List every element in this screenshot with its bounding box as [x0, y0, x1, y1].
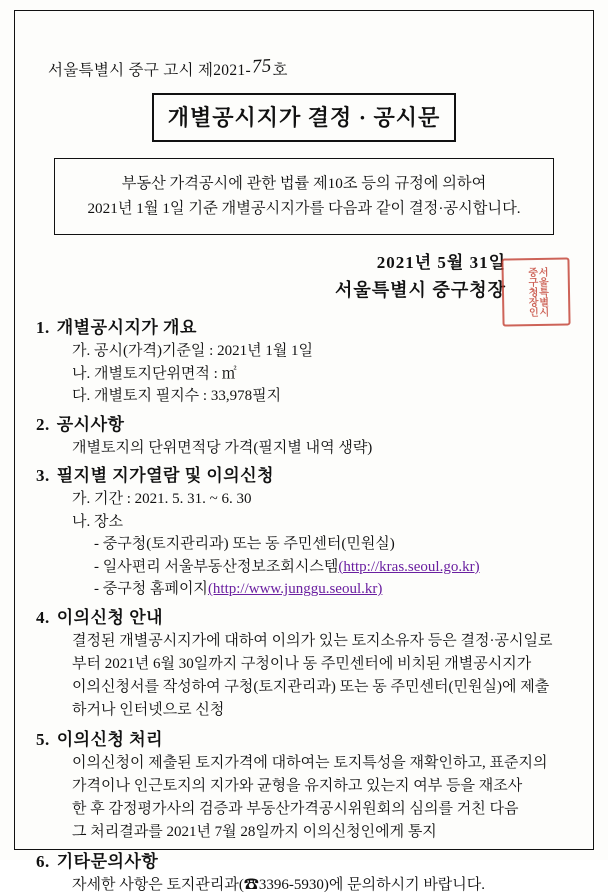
statement-box	[54, 158, 554, 235]
section-5-line-2: 가격이나 인근토지의 지가와 균형을 유지하고 있는지 여부 등을 재조사	[72, 777, 523, 794]
section-1-line-2-text: 나. 개별토지단위면적 : ㎡	[72, 365, 237, 382]
kras-link[interactable]: (http://kras.seoul.go.kr)	[338, 558, 480, 575]
junggu-homepage-link[interactable]: (http://www.junggu.seoul.kr)	[207, 581, 383, 598]
section-1	[30, 313, 578, 408]
section-3-line-4-text: - 일사편리 서울부동산정보조회시스템	[94, 558, 339, 575]
section-3-line-1: 가. 기간 : 2021. 5. 31. ~ 6. 30	[72, 491, 252, 508]
section-4-title: 이의신청 안내	[56, 607, 164, 627]
issuer-name: 서울특별시 중구청장	[335, 280, 506, 301]
section-5-line-4: 그 처리결과를 2021년 7월 28일까지 이의신청인에게 통지	[72, 824, 437, 841]
section-5-heading	[36, 725, 578, 750]
section-1-line-2	[72, 363, 578, 386]
section-1-line-3: 다. 개별토지 필지수 : 33,978필지	[72, 388, 282, 405]
issue-date: 2021년 5월 31일	[376, 253, 506, 273]
section-4-line-3: 이의신청서를 작성하여 구청(토지관리과) 또는 동 주민센터(민원실)에 제출	[72, 679, 550, 696]
document-title: 개별공시지가 결정 · 공시문	[152, 93, 456, 142]
section-6-number: 6.	[36, 851, 50, 871]
section-5-paragraph	[72, 752, 578, 845]
sections-list	[30, 313, 578, 896]
section-1-number: 1.	[36, 318, 50, 338]
section-5	[30, 725, 578, 845]
section-2-line-1: 개별토지의 단위면적당 가격(필지별 내역 생략)	[72, 439, 373, 456]
section-6-heading	[36, 847, 578, 872]
statement-line-2: 2021년 1월 1일 기준 개별공시지가를 다음과 같이 결정·공시합니다.	[87, 200, 521, 218]
section-3-line-5	[94, 578, 578, 601]
notice-header-suffix: 호	[272, 62, 288, 79]
section-1-heading	[36, 313, 578, 338]
notice-header	[48, 55, 578, 81]
section-4-line-2: 부터 2021년 6월 30일까지 구청이나 동 주민센터에 비치된 개별공시지가	[72, 655, 532, 672]
section-2-number: 2.	[36, 414, 50, 434]
section-4-heading	[36, 603, 578, 628]
section-2-heading	[36, 410, 578, 435]
section-3-heading	[36, 461, 578, 486]
section-1-title: 개별공시지가 개요	[56, 318, 197, 338]
document-content	[30, 30, 578, 893]
section-3	[30, 461, 578, 601]
section-5-title: 이의신청 처리	[56, 729, 164, 749]
issuer-block	[30, 249, 578, 305]
section-3-line-4	[94, 556, 578, 579]
section-4	[30, 603, 578, 723]
section-4-number: 4.	[36, 607, 50, 627]
section-3-line-3: - 중구청(토지관리과) 또는 동 주민센터(민원실)	[94, 536, 395, 553]
section-5-line-1: 이의신청이 제출된 토지가격에 대하여는 토지특성을 재확인하고, 표준지의	[72, 754, 548, 771]
section-5-number: 5.	[36, 729, 50, 749]
section-3-line-2: 나. 장소	[72, 513, 123, 530]
section-6-line-1: 자세한 사항은 토지관리과(☎3396-5930)에 문의하시기 바랍니다.	[72, 876, 486, 893]
section-4-paragraph	[72, 630, 578, 723]
official-seal-stamp	[501, 257, 570, 326]
notice-header-prefix: 서울특별시 중구 고시 제2021-	[48, 62, 251, 79]
section-4-line-1: 결정된 개별공시지가에 대하여 이의가 있는 토지소유자 등은 결정·공시일로	[72, 632, 553, 649]
section-3-number: 3.	[36, 466, 50, 486]
section-4-line-4: 하거나 인터넷으로 신청	[72, 702, 225, 719]
notice-number: 75	[251, 55, 273, 78]
section-1-line-1: 가. 공시(가격)기준일 : 2021년 1월 1일	[72, 343, 314, 360]
section-2-title: 공시사항	[56, 414, 125, 434]
section-2	[30, 410, 578, 460]
section-6	[30, 847, 578, 896]
section-3-line-5-text: - 중구청 홈페이지	[94, 581, 208, 598]
section-3-title: 필지별 지가열람 및 이의신청	[56, 466, 275, 486]
section-5-line-3: 한 후 감정평가사의 검증과 부동산가격공시위원회의 심의를 거친 다음	[72, 801, 519, 818]
statement-line-1: 부동산 가격공시에 관한 법률 제10조 등의 규정에 의하여	[121, 175, 487, 192]
section-6-title: 기타문의사항	[56, 851, 159, 871]
official-seal-text: 서울특별시중구청장인	[525, 266, 548, 318]
